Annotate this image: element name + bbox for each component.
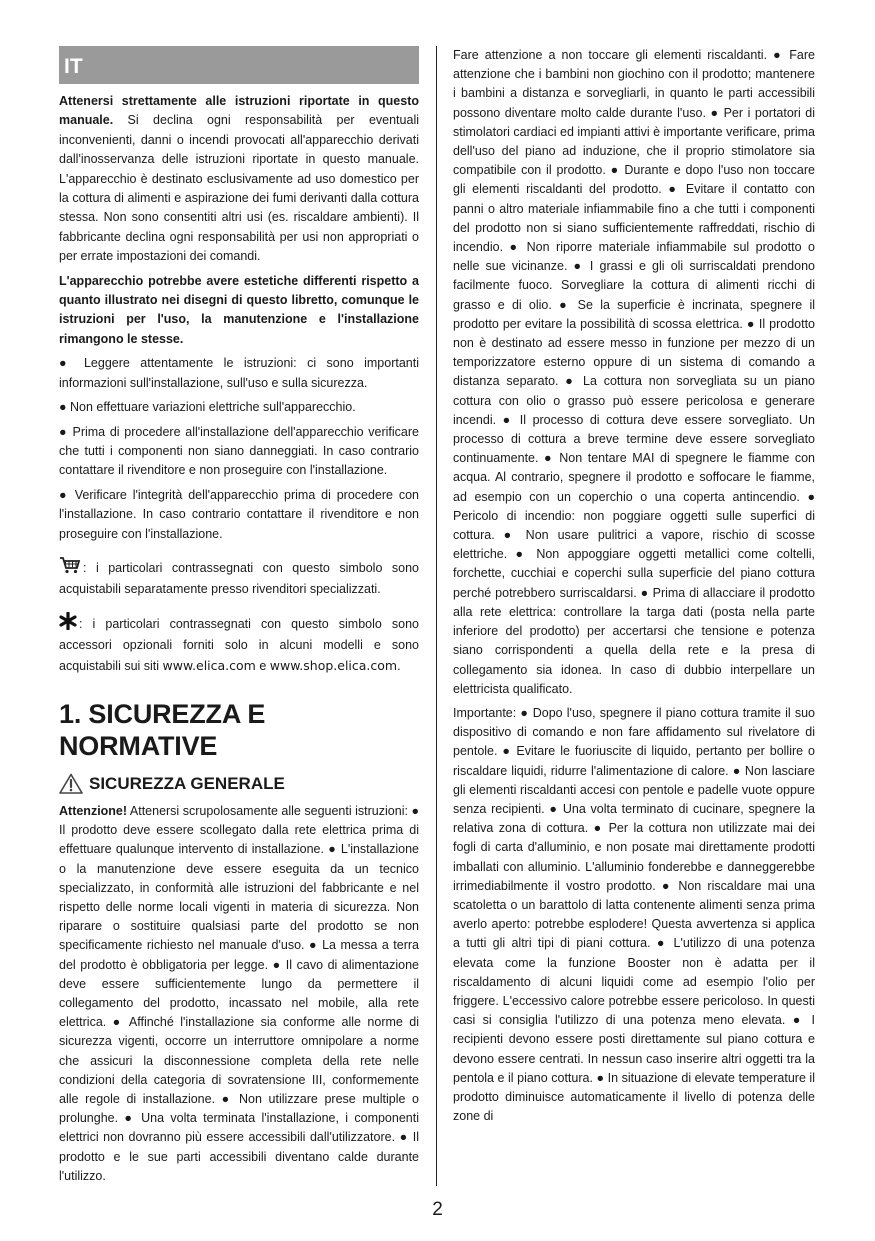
- warning-triangle-icon: [59, 773, 83, 794]
- elica-link[interactable]: www.elica.com: [162, 657, 256, 673]
- subsection-title-text: SICUREZZA GENERALE: [89, 773, 285, 793]
- language-header: IT: [59, 46, 419, 84]
- star-symbol-text: : i particolari contrassegnati con questo simbolo sono accessori opzionali forniti solo in alcuni modelli e sono acquistabili sui siti: [59, 616, 419, 673]
- intro-text: Si declina ogni responsabilità per eventuali inconvenienti, danni o incendi provocati all'apparecchio derivati dall'inosservanza delle istruzioni riportate in questo manuale. L'apparecchio è destinato esclusivamente ad uso domestico per la cottura di alimenti e aspirazione dei fumi derivanti dalla cottura stessa. Non sono consentiti altri usi (es. riscaldare ambienti). Il fabbricante declina ogni responsabilità per usi non appropriati o per errate impostazioni dei comandi.: [59, 113, 419, 264]
- bullet-check-components: ● Prima di procedere all'installazione dell'apparecchio verificare che tutti i componenti non siano danneggiati. In caso contrario contattare il rivenditore e non proseguire con l'installazione.: [59, 424, 419, 478]
- important-paragraph: Importante: ● Dopo l'uso, spegnere il piano cottura tramite il suo dispositivo di comando e non fare affidamento sul rivelatore di pentole. ● Evitare le fuoriuscite di liquido, pertanto per bollire o riscaldare liquidi, ridurre l'alimentazione di calore. ● Non lasciare gli elementi riscaldanti accesi con pentole e padelle vuote oppure senza recipienti. ● Una volta terminato di cucinare, spegnere la relativa zona di cottura. ● Per la cottura non utilizzate mai dei fogli di carta d'alluminio, e non posate mai direttamente prodotti imballati con alluminio. L'alluminio fonderebbe e danneggerebbe irrimediabilmente il vostro prodotto. ● Non riscaldare mai una scatoletta o un barattolo di latta contenente alimenti senza prima averlo aperto: potrebbe esplodere! Questa avvertenza si applica a tutti gli altri tipi di piani cottura. ● L'utilizzo di una potenza elevata come la funzione Booster non è adatta per il riscaldamento di alcuni liquidi come ad esempio l'olio per friggere. L'eccessivo calore potrebbe essere pericoloso. In questi casi si consiglia l'utilizzo di una potenza meno elevata. ● I recipienti devono essere posti direttamente sul piano cottura e devono essere centrati. In nessun caso inserire altri oggetti tra la pentola e il piano cottura. ● In situazione di elevate temperature il prodotto diminuisce automaticamente il livello di potenza delle zone di: [453, 705, 815, 1124]
- column-divider: [436, 46, 437, 1186]
- cart-symbol-text: : i particolari contrassegnati con questo simbolo sono acquistabili separatamente presso rivenditori specializzati.: [59, 560, 419, 597]
- left-column: [59, 46, 419, 1191]
- warning-paragraph: [59, 802, 419, 1186]
- page-number: 2: [432, 1199, 443, 1220]
- appearance-note: [59, 272, 419, 350]
- bullet-no-electrical-changes: ● Non effettuare variazioni elettriche sull'apparecchio.: [59, 400, 356, 415]
- appearance-note-text: L'apparecchio potrebbe avere estetiche differenti rispetto a quanto illustrato nei disegni di questo libretto, comunque le istruzioni per l'uso, la manutenzione e l'installazione rimangono le stesse.: [59, 273, 419, 346]
- bullet-verify-integrity: ● Verificare l'integrità dell'apparecchio prima di procedere con l'installazione. In caso contrario contattare il rivenditore e non proseguire con l'installazione.: [59, 487, 419, 541]
- conjunction: e: [255, 658, 270, 673]
- star-symbol-note: [59, 612, 419, 676]
- warning-bold: Attenzione!: [59, 803, 128, 818]
- safety-continued-paragraph: Fare attenzione a non toccare gli elementi riscaldanti. ● Fare attenzione che i bambini non giochino con il prodotto; mantenere i bambini a distanza e sorvegliarli, in quanto le parti accessibili possono diventare molto calde durante l'uso. ● Per i portatori di stimolatori cardiaci ed impianti attivi è importante verificare, prima dell'uso del piano ad induzione, che il proprio stimolatore sia compatibile con il prodotto. ● Durante e dopo l'uso non toccare gli elementi riscaldanti del prodotto. ● Evitare il contatto con panni o altro materiale infiammabile fino a che tutti i componenti del prodotto non si siano sufficientemente raffreddati, rischio di incendio. ● Non riporre materiale infiammabile sul prodotto o nelle sue vicinanze. ● I grassi e gli oli surriscaldati prendono facilmente fuoco. Sorvegliare la cottura di alimenti ricchi di grasso e di olio. ● Se la superficie è incrinata, spegnere il prodotto per evitare la possibilità di scossa elettrica. ● Il prodotto non è destinato ad essere messo in funzione per mezzo di un temporizzatore esterno oppure di un sistema di comando a distanza separato. ● La cottura non sorvegliata su un piano cottura con olio o grasso può essere pericolosa e generare incendi. ● Il processo di cottura deve essere sorvegliato. Un processo di cottura a breve termine deve essere sorvegliato continuamente. ● Non tentare MAI di spegnere le fiamme con acqua. Al contrario, spegnere il prodotto e soffocare le fiamme, ad esempio con un coperchio o una coperta antincendio. ● Pericolo di incendio: non poggiare oggetti sulle superfici di cottura. ● Non usare pulitrici a vapore, rischio di scosse elettriche. ● Non appoggiare oggetti metallici come coltelli, forchette, cucchiai e coperchi sulla superficie del piano cottura perché potrebbero surriscaldarsi. ● Prima di allacciare il prodotto alla rete elettrica: controllare la targa dati (posta nella parte inferiore del prodotto) per accertarsi che tensione e potenza siano corrispondenti a quella della rete e la presa di collegamento sia idonea. In caso di dubbio interpellare un elettricista qualificato.: [453, 48, 815, 696]
- intro-bold: Attenersi strettamente alle istruzioni riportate in questo manuale.: [59, 94, 419, 128]
- asterisk-icon: [59, 612, 77, 636]
- intro-paragraph: [59, 92, 419, 267]
- period: .: [397, 658, 401, 673]
- shop-elica-link[interactable]: www.shop.elica.com: [269, 657, 398, 673]
- warning-text: Attenersi scrupolosamente alle seguenti istruzioni: ● Il prodotto deve essere scollegato dalla rete elettrica prima di effettuare qualunque intervento di installazione. ● L'installazione o la manutenzione deve essere eseguita da un tecnico specializzato, in conformità alle istruzioni del fabbricante e nel rispetto delle norme locali vigenti in materia di sicurezza. Non riparare o sostituire qualsiasi parte del prodotto se non specificamente richiesto nel manuale d'uso. ● La messa a terra del prodotto è obbligatoria per legge. ● Il cavo di alimentazione deve essere sufficientemente lungo da permettere il collegamento del prodotto, incassato nel mobile, alla rete elettrica. ● Affinché l'installazione sia conforme alle norme di sicurezza vigenti, occorre un interruttore omnipolare a norme che assicuri la disconnessione completa della rete nelle condizioni della categoria di sovratensione III, conformemente alle regole di installazione. ● Non utilizzare prese multiple o prolunghe. ● Una volta terminata l'installazione, i componenti elettrici non dovranno più essere accessibili dall'utilizzatore. ● Il prodotto e le sue parti accessibili diventano calde durante l'utilizzo.: [59, 803, 419, 1183]
- bullet-read-instructions: ● Leggere attentamente le istruzioni: ci sono importanti informazioni sull'installazione, sull'uso e sulla sicurezza.: [59, 356, 419, 390]
- cart-symbol-note: [59, 556, 419, 600]
- shopping-cart-icon: [59, 556, 81, 580]
- right-column: [453, 46, 815, 1131]
- section-title: 1. SICUREZZA E NORMATIVE: [59, 698, 266, 761]
- subsection-title: [59, 772, 419, 796]
